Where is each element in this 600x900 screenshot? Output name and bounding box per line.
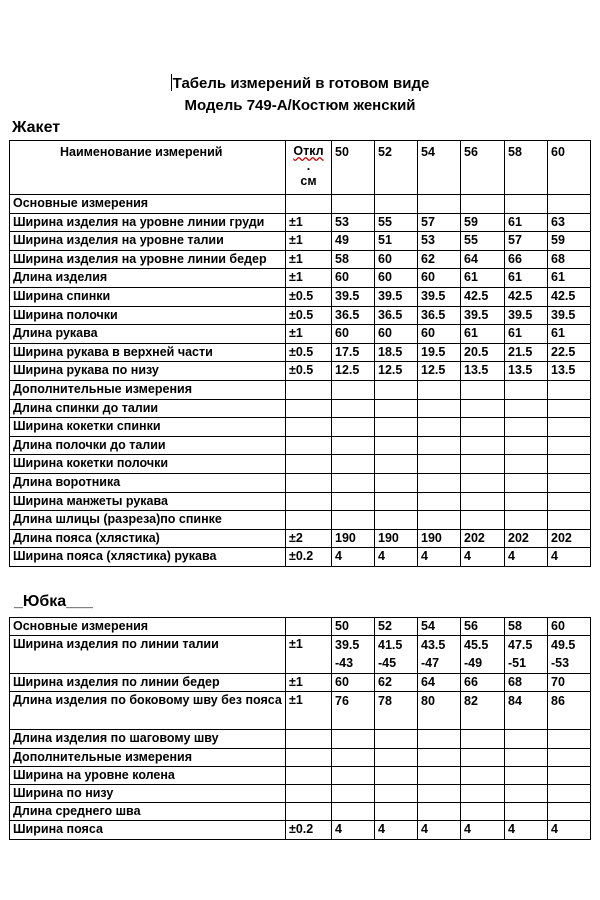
table-row (10, 473, 591, 492)
table-row (10, 748, 591, 766)
table-row (10, 418, 591, 437)
size-value-cell: 13.5 (548, 362, 591, 381)
measurement-name: Длина полочки до талии (10, 436, 286, 455)
size-value-cell (418, 436, 461, 455)
tolerance-header-dot: . (306, 159, 311, 173)
size-value-cell: 53 (332, 213, 375, 232)
size-value-cell: 202 (505, 529, 548, 548)
measurement-name: Длина изделия по боковому шву без пояса (10, 692, 286, 730)
size-value-cell (375, 784, 418, 802)
size-value-cell (461, 399, 505, 418)
size-value-cell (548, 766, 591, 784)
measurement-name: Ширина изделия на уровне линии бедер (10, 250, 286, 269)
size-value-cell (505, 418, 548, 437)
size-value-cell (505, 455, 548, 474)
size-value-cell: 42.5 (461, 287, 505, 306)
size-value-cell (461, 511, 505, 530)
measurement-name: Дополнительные измерения (10, 748, 286, 766)
table-row (10, 269, 591, 288)
size-value-cell: 36.5 (375, 306, 418, 325)
size-value-cell (505, 511, 548, 530)
size-value-cell: 86 (548, 692, 591, 730)
size-value-cell: 45.5 -49 (461, 636, 505, 674)
size-value-cell (461, 784, 505, 802)
size-value-cell: 61 (548, 269, 591, 288)
size-value-cell: 58 (332, 250, 375, 269)
tolerance-cell: ±0.5 (286, 362, 332, 381)
size-value-cell (418, 492, 461, 511)
size-value-cell: 4 (505, 548, 548, 567)
title-line-1: Табель измерений в готовом виде (172, 75, 430, 92)
tolerance-cell (286, 803, 332, 821)
size-value-cell: 39.5 (505, 306, 548, 325)
size-value-cell: 62 (418, 250, 461, 269)
size-value-cell: 60 (375, 325, 418, 344)
table-row (10, 380, 591, 399)
size-value-cell: 84 (505, 692, 548, 730)
column-header-tolerance (286, 141, 332, 195)
size-value-cell (505, 803, 548, 821)
size-value-cell (332, 784, 375, 802)
tolerance-cell (286, 436, 332, 455)
size-value-cell (418, 803, 461, 821)
size-value-cell (548, 399, 591, 418)
size-value-cell: 66 (505, 250, 548, 269)
size-value-cell: 66 (461, 674, 505, 692)
tolerance-cell: ±1 (286, 325, 332, 344)
size-value-cell: 55 (375, 213, 418, 232)
measurement-name: Ширина кокетки спинки (10, 418, 286, 437)
table-row (10, 325, 591, 344)
size-value-cell: 17.5 (332, 343, 375, 362)
tolerance-cell (286, 748, 332, 766)
measurement-name: Длина пояса (хлястика) (10, 529, 286, 548)
size-value-cell (418, 748, 461, 766)
jacket-table-body (10, 141, 591, 567)
size-value-cell: 21.5 (505, 343, 548, 362)
measurement-name: Основные измерения (10, 195, 286, 214)
size-value-cell (461, 492, 505, 511)
size-value-cell: 39.5 (418, 287, 461, 306)
size-value-cell (332, 730, 375, 748)
tolerance-cell (286, 511, 332, 530)
size-value-cell: 61 (461, 269, 505, 288)
size-value-cell (548, 748, 591, 766)
size-value-cell (505, 399, 548, 418)
size-value-cell (418, 418, 461, 437)
size-value-cell (375, 436, 418, 455)
size-value-cell: 36.5 (332, 306, 375, 325)
table-row (10, 343, 591, 362)
size-value-cell (461, 766, 505, 784)
size-value-cell: 190 (332, 529, 375, 548)
size-value-cell (418, 766, 461, 784)
size-value-cell: 20.5 (461, 343, 505, 362)
tolerance-cell (286, 380, 332, 399)
tolerance-cell (286, 730, 332, 748)
size-value-cell: 4 (332, 548, 375, 567)
skirt-header-name: Основные измерения (10, 618, 286, 636)
size-value-cell: 13.5 (461, 362, 505, 381)
table-row (10, 399, 591, 418)
size-value-cell (461, 455, 505, 474)
tolerance-cell: ±1 (286, 692, 332, 730)
size-value-cell (548, 511, 591, 530)
measurement-name: Ширина спинки (10, 287, 286, 306)
size-value-cell (505, 766, 548, 784)
tolerance-cell: ±1 (286, 636, 332, 674)
tolerance-cell (286, 455, 332, 474)
size-value-cell: 12.5 (332, 362, 375, 381)
size-value-cell (332, 473, 375, 492)
size-value-cell (332, 436, 375, 455)
size-value-cell: 18.5 (375, 343, 418, 362)
size-value-cell: 61 (505, 213, 548, 232)
size-value-cell (375, 730, 418, 748)
size-value-cell: 64 (461, 250, 505, 269)
size-value-cell: 39.5 (461, 306, 505, 325)
measurement-name: Ширина изделия на уровне талии (10, 232, 286, 251)
tolerance-cell (286, 784, 332, 802)
tolerance-cell: ±0.5 (286, 287, 332, 306)
size-value-cell (461, 380, 505, 399)
skirt-section-label: _Юбка___ (14, 593, 93, 610)
measurement-name: Ширина по низу (10, 784, 286, 802)
size-value-cell: 61 (505, 269, 548, 288)
size-value-cell: 47.5 -51 (505, 636, 548, 674)
size-value-cell: 62 (375, 674, 418, 692)
table-row (10, 511, 591, 530)
document-subtitle: Модель 749-А/Костюм женский (184, 97, 416, 114)
measurement-name: Длина среднего шва (10, 803, 286, 821)
jacket-header-row (10, 141, 591, 195)
size-value-cell: 64 (418, 674, 461, 692)
size-value-cell: 82 (461, 692, 505, 730)
size-value-cell: 78 (375, 692, 418, 730)
size-value-cell: 57 (505, 232, 548, 251)
column-header-size: 54 (418, 141, 461, 195)
size-value-cell (375, 803, 418, 821)
size-value-cell: 4 (418, 548, 461, 567)
table-row (10, 548, 591, 567)
text-cursor (171, 74, 172, 91)
table-row (10, 766, 591, 784)
column-header-size: 52 (375, 618, 418, 636)
size-value-cell (375, 473, 418, 492)
tolerance-cell: ±0.5 (286, 343, 332, 362)
size-value-cell (375, 399, 418, 418)
size-value-cell: 61 (548, 325, 591, 344)
size-value-cell (332, 455, 375, 474)
tolerance-cell: ±1 (286, 232, 332, 251)
measurement-name: Ширина изделия на уровне линии груди (10, 213, 286, 232)
column-header-size: 50 (332, 618, 375, 636)
size-value-cell: 39.5 (548, 306, 591, 325)
size-value-cell: 190 (375, 529, 418, 548)
tolerance-cell (286, 195, 332, 214)
tolerance-cell: ±0.5 (286, 306, 332, 325)
size-value-cell (418, 511, 461, 530)
tolerance-cell: ±1 (286, 269, 332, 288)
skirt-measurements-table (9, 617, 591, 840)
size-value-cell: 60 (332, 674, 375, 692)
size-value-cell (548, 455, 591, 474)
tolerance-cell (286, 399, 332, 418)
table-row (10, 692, 591, 730)
column-header-size: 56 (461, 618, 505, 636)
measurement-name: Длина шлицы (разреза)по спинке (10, 511, 286, 530)
measurement-name: Ширина на уровне колена (10, 766, 286, 784)
size-value-cell (505, 492, 548, 511)
size-value-cell: 4 (461, 548, 505, 567)
column-header-size: 56 (461, 141, 505, 195)
table-row (10, 232, 591, 251)
measurement-name: Ширина манжеты рукава (10, 492, 286, 511)
table-row (10, 492, 591, 511)
jacket-section-label: Жакет (12, 119, 61, 136)
tolerance-cell: ±1 (286, 213, 332, 232)
size-value-cell: 42.5 (505, 287, 548, 306)
table-row (10, 455, 591, 474)
size-value-cell (332, 399, 375, 418)
size-value-cell: 4 (461, 821, 505, 839)
size-value-cell: 22.5 (548, 343, 591, 362)
table-row (10, 213, 591, 232)
size-value-cell: 19.5 (418, 343, 461, 362)
size-value-cell: 12.5 (375, 362, 418, 381)
measurement-name: Длина воротника (10, 473, 286, 492)
size-value-cell (505, 195, 548, 214)
size-value-cell (332, 803, 375, 821)
document-title (0, 74, 600, 94)
size-value-cell (418, 455, 461, 474)
size-value-cell: 70 (548, 674, 591, 692)
size-value-cell: 60 (418, 325, 461, 344)
size-value-cell: 4 (548, 548, 591, 567)
skirt-header-row (10, 618, 591, 636)
size-value-cell: 4 (332, 821, 375, 839)
tolerance-header-word: Откл (293, 144, 324, 158)
size-value-cell (548, 380, 591, 399)
table-row (10, 362, 591, 381)
tolerance-cell (286, 418, 332, 437)
column-header-size: 58 (505, 618, 548, 636)
size-value-cell (548, 784, 591, 802)
column-header-measurement-name: Наименование измерений (10, 141, 286, 195)
size-value-cell (548, 492, 591, 511)
size-value-cell: 4 (375, 548, 418, 567)
size-value-cell (332, 492, 375, 511)
measurement-name: Длина изделия по шаговому шву (10, 730, 286, 748)
size-value-cell (548, 418, 591, 437)
size-value-cell (461, 195, 505, 214)
skirt-table-body (10, 618, 591, 840)
size-value-cell: 12.5 (418, 362, 461, 381)
tolerance-cell: ±2 (286, 529, 332, 548)
tolerance-header-unit: см (300, 174, 317, 188)
size-value-cell: 202 (461, 529, 505, 548)
size-value-cell: 61 (461, 325, 505, 344)
measurement-name: Ширина кокетки полочки (10, 455, 286, 474)
tolerance-cell (286, 492, 332, 511)
size-value-cell: 59 (461, 213, 505, 232)
size-value-cell (375, 748, 418, 766)
measurement-name: Ширина изделия по линии талии (10, 636, 286, 674)
table-row (10, 436, 591, 455)
table-row (10, 195, 591, 214)
size-value-cell (375, 492, 418, 511)
table-row (10, 803, 591, 821)
size-value-cell (375, 418, 418, 437)
table-row (10, 674, 591, 692)
measurement-name: Длина спинки до талии (10, 399, 286, 418)
size-value-cell: 49.5 -53 (548, 636, 591, 674)
table-row (10, 250, 591, 269)
size-value-cell: 60 (332, 269, 375, 288)
measurement-name: Ширина изделия по линии бедер (10, 674, 286, 692)
tolerance-cell: ±1 (286, 250, 332, 269)
size-value-cell (375, 380, 418, 399)
table-row (10, 636, 591, 674)
measurement-name: Длина рукава (10, 325, 286, 344)
size-value-cell (505, 436, 548, 455)
size-value-cell: 76 (332, 692, 375, 730)
tolerance-cell (286, 473, 332, 492)
table-row (10, 287, 591, 306)
measurement-name: Дополнительные измерения (10, 380, 286, 399)
size-value-cell (375, 511, 418, 530)
size-value-cell (375, 195, 418, 214)
size-value-cell (505, 748, 548, 766)
table-row (10, 784, 591, 802)
size-value-cell (548, 195, 591, 214)
size-value-cell: 42.5 (548, 287, 591, 306)
size-value-cell: 39.5 (375, 287, 418, 306)
tolerance-cell: ±1 (286, 674, 332, 692)
size-value-cell (461, 803, 505, 821)
size-value-cell (332, 766, 375, 784)
size-value-cell: 68 (548, 250, 591, 269)
size-value-cell (505, 380, 548, 399)
size-value-cell (418, 399, 461, 418)
size-value-cell: 68 (505, 674, 548, 692)
size-value-cell: 51 (375, 232, 418, 251)
measurement-name: Ширина рукава в верхней части (10, 343, 286, 362)
measurement-name: Ширина пояса (хлястика) рукава (10, 548, 286, 567)
size-value-cell (418, 784, 461, 802)
table-row (10, 821, 591, 839)
size-value-cell (461, 730, 505, 748)
column-header-size: 54 (418, 618, 461, 636)
size-value-cell: 53 (418, 232, 461, 251)
size-value-cell: 80 (418, 692, 461, 730)
size-value-cell (418, 730, 461, 748)
size-value-cell (461, 748, 505, 766)
size-value-cell: 60 (375, 269, 418, 288)
measurement-name: Ширина пояса (10, 821, 286, 839)
size-value-cell (418, 380, 461, 399)
size-value-cell (418, 473, 461, 492)
size-value-cell: 43.5 -47 (418, 636, 461, 674)
tolerance-cell: ±0.2 (286, 548, 332, 567)
size-value-cell: 190 (418, 529, 461, 548)
size-value-cell (548, 436, 591, 455)
column-header-size: 60 (548, 618, 591, 636)
size-value-cell: 55 (461, 232, 505, 251)
size-value-cell: 60 (375, 250, 418, 269)
size-value-cell (505, 473, 548, 492)
size-value-cell: 60 (332, 325, 375, 344)
size-value-cell: 4 (375, 821, 418, 839)
column-header-size: 52 (375, 141, 418, 195)
measurement-name: Ширина рукава по низу (10, 362, 286, 381)
skirt-header-tolerance (286, 618, 332, 636)
size-value-cell (461, 418, 505, 437)
size-value-cell (461, 436, 505, 455)
jacket-measurements-table (9, 140, 591, 567)
measurement-name: Ширина полочки (10, 306, 286, 325)
size-value-cell: 4 (548, 821, 591, 839)
size-value-cell (505, 730, 548, 748)
size-value-cell: 61 (505, 325, 548, 344)
tolerance-cell: ±0.2 (286, 821, 332, 839)
size-value-cell: 49 (332, 232, 375, 251)
tolerance-cell (286, 766, 332, 784)
size-value-cell: 59 (548, 232, 591, 251)
size-value-cell (332, 748, 375, 766)
size-value-cell: 13.5 (505, 362, 548, 381)
column-header-size: 58 (505, 141, 548, 195)
column-header-size: 50 (332, 141, 375, 195)
size-value-cell: 36.5 (418, 306, 461, 325)
size-value-cell: 4 (418, 821, 461, 839)
table-row (10, 730, 591, 748)
table-row (10, 529, 591, 548)
size-value-cell (418, 195, 461, 214)
size-value-cell: 63 (548, 213, 591, 232)
size-value-cell (548, 730, 591, 748)
size-value-cell (375, 455, 418, 474)
size-value-cell (375, 766, 418, 784)
size-value-cell: 57 (418, 213, 461, 232)
size-value-cell (505, 784, 548, 802)
size-value-cell: 4 (505, 821, 548, 839)
size-value-cell (332, 511, 375, 530)
table-row (10, 306, 591, 325)
size-value-cell: 39.5 -43 (332, 636, 375, 674)
size-value-cell: 60 (418, 269, 461, 288)
size-value-cell: 39.5 (332, 287, 375, 306)
size-value-cell (332, 195, 375, 214)
measurement-name: Длина изделия (10, 269, 286, 288)
size-value-cell: 41.5 -45 (375, 636, 418, 674)
size-value-cell (332, 380, 375, 399)
size-value-cell (332, 418, 375, 437)
size-value-cell: 202 (548, 529, 591, 548)
size-value-cell (461, 473, 505, 492)
size-value-cell (548, 473, 591, 492)
size-value-cell (548, 803, 591, 821)
column-header-size: 60 (548, 141, 591, 195)
